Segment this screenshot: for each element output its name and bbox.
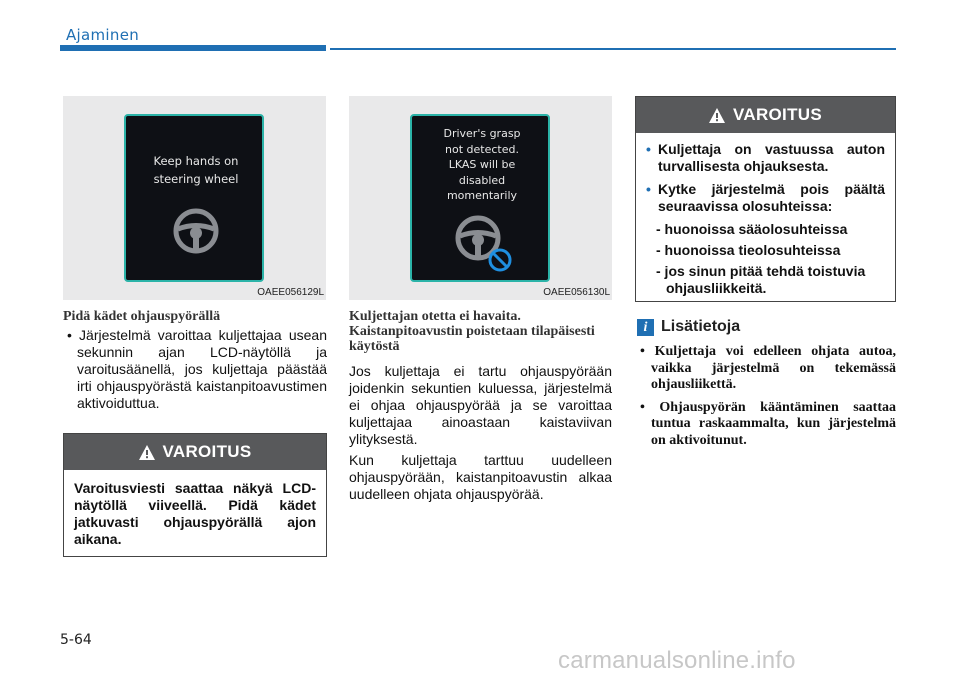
figure-grasp-not-detected (349, 96, 612, 300)
warning-title: VAROITUS (162, 442, 252, 461)
bullet-dot: • (646, 141, 651, 157)
info-item: • Ohjauspyörän kääntäminen saattaa tuntua raskaammalta, kun järjestelmä on aktivoitunut. (640, 399, 896, 448)
info-icon: i (637, 319, 654, 336)
info-list (637, 344, 896, 455)
figure-code: OAEE056130L (543, 287, 610, 298)
figure-hands-on-wheel (63, 96, 326, 300)
bullet-dot: • (646, 181, 651, 197)
warning-box-1 (63, 433, 327, 557)
info-item: • Kuljettaja voi edelleen ohjata autoa, vaikka järjestelmä on tekemässä ohjausliikettä. (640, 344, 896, 392)
steering-wheel-icon (171, 206, 221, 256)
warning-bullet: • Kytke järjestelmä pois päältä seuraavissa olosuhteissa: (646, 181, 885, 214)
watermark: carmanualsonline.info (558, 647, 796, 674)
warning-header (64, 434, 326, 470)
warning-header (636, 97, 895, 133)
warning-dash-item: - huonoissa sääolosuhteissa (656, 221, 848, 237)
warning-dash-item: - huonoissa tieolosuhteissa (656, 242, 841, 258)
figure-code: OAEE056129L (257, 287, 324, 298)
warning-dash-item: - jos sinun pitää tehdä toistuvia ohjausliikkeitä. (656, 263, 866, 296)
warning-triangle-icon (709, 108, 725, 123)
warning-bullet: • Kuljettaja on vastuussa auton turvallisesta ohjauksesta. (646, 141, 885, 174)
header-rule-thin (330, 48, 896, 50)
screen-message: Driver's grasp not detected. LKAS will be disabled momentarily (443, 127, 521, 202)
cluster-screen (410, 114, 550, 282)
paragraph-1: Jos kuljettaja ei tartu ohjauspyörään joidenkin sekuntien kuluessa, järjestelmä ei ohjaa ohjauspyörää ja se varoittaa kuljettajaa ainoastaan kaistaviivan ylityksestä. (349, 363, 612, 447)
paragraph-2: Kun kuljettaja tarttuu uudelleen ohjauspyörään, kaistanpitoavustin alkaa uudelleen ohjata ohjauspyörää. (349, 452, 612, 502)
page-number: 5-64 (60, 632, 92, 648)
info-header (637, 318, 740, 336)
heading-hands-on-wheel: Pidä kädet ohjauspyörällä (63, 309, 221, 324)
section-title: Ajaminen (66, 26, 140, 44)
warning-triangle-icon (139, 445, 155, 460)
warning-text: Varoitusviesti saattaa näkyä LCD-näytöllä viiveellä. Pidä kädet jatkuvasti ohjauspyörällä ajon aikana. (74, 480, 316, 547)
heading-grasp-not-detected: Kuljettajan otetta ei havaita. Kaistanpitoavustin poistetaan tilapäisesti käytöstä (349, 309, 595, 354)
header-rule-thick (60, 45, 326, 51)
info-title: Lisätietoja (661, 318, 741, 335)
warning-body (636, 133, 895, 303)
warning-title: VAROITUS (733, 105, 822, 124)
cluster-screen (124, 114, 264, 282)
warning-box-2 (635, 96, 896, 302)
bullet-item: • Järjestelmä varoittaa kuljettajaa usean sekunnin ajan LCD-näytöllä ja varoitusäänellä, jos kuljettaja päästää irti ohjauspyörästä kaistanpitoavustimen aktivoiduttua. (67, 327, 327, 411)
steering-wheel-disabled-icon (452, 212, 516, 276)
screen-message: Keep hands on steering wheel (153, 154, 239, 186)
